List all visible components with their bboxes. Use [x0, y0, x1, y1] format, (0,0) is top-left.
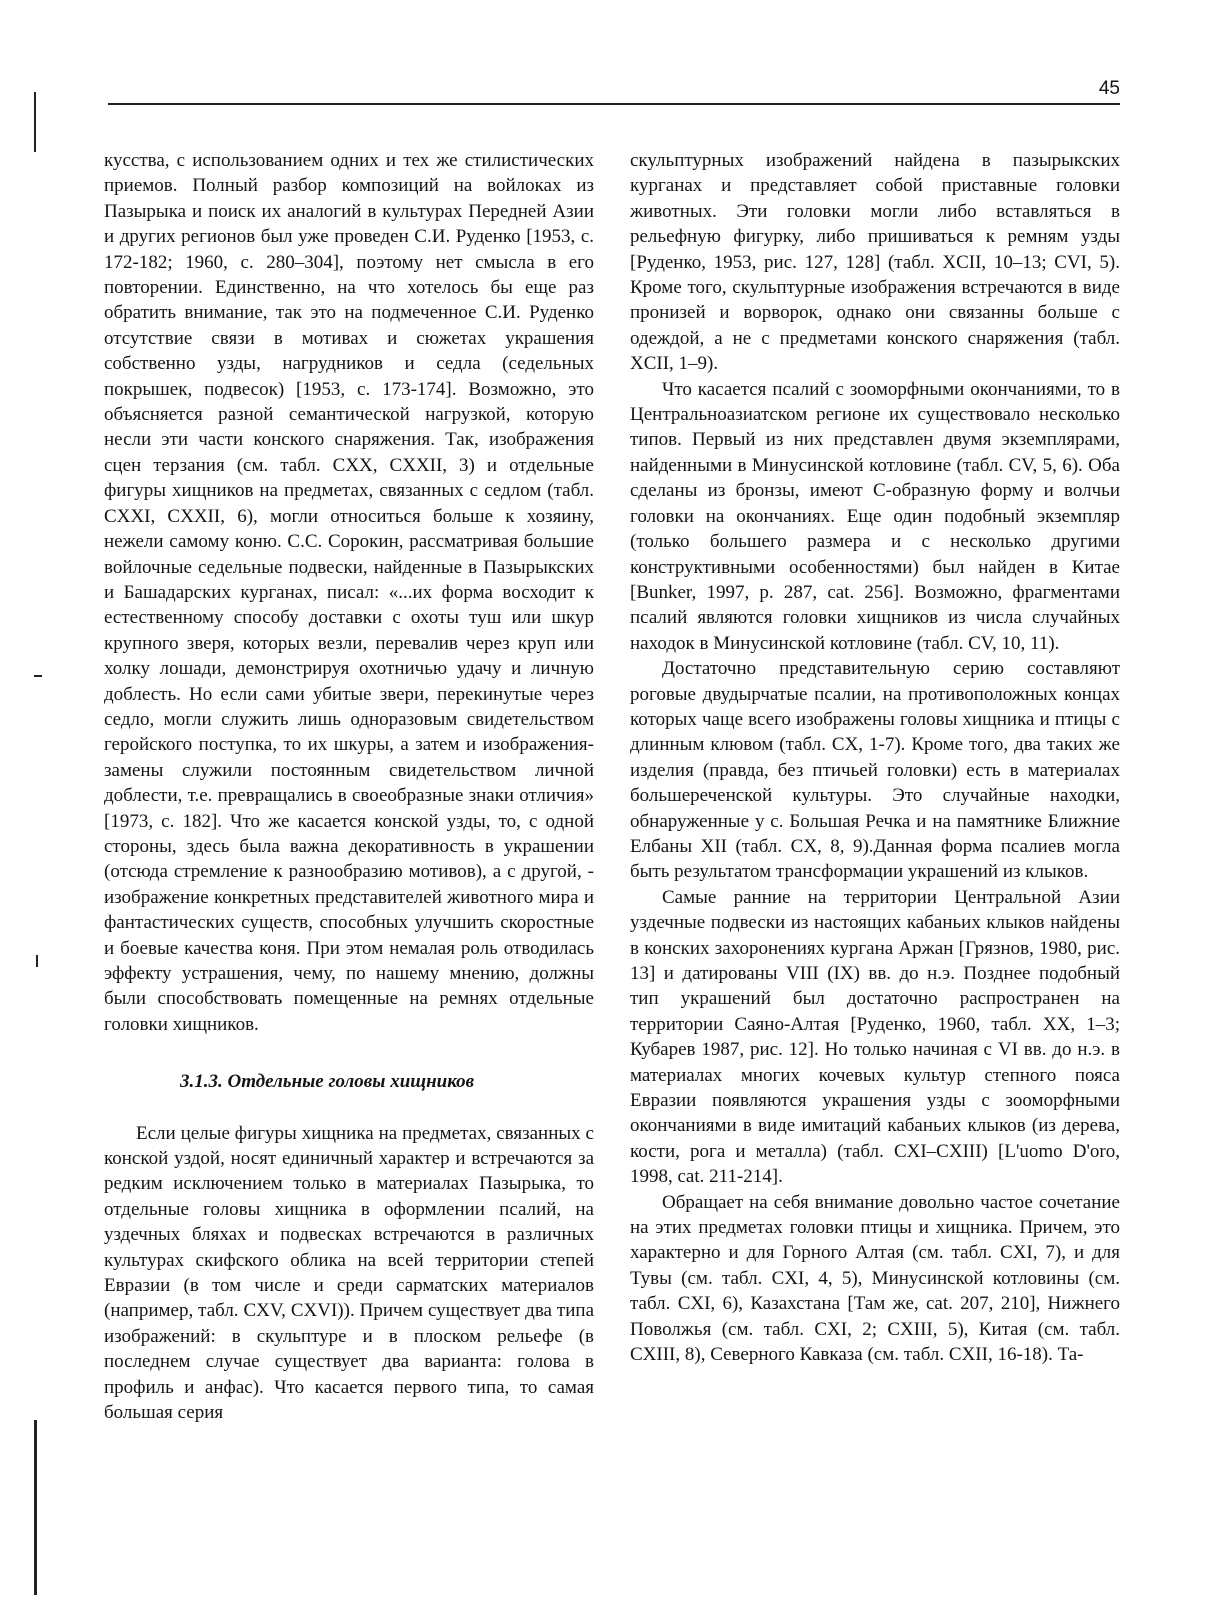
paragraph: Достаточно представительную серию составляют роговые двудырчатые псалии, на противоположных концах которых чаще всего изображены головы хищника и птицы с длинным клювом (табл. CX, 1-7). Кроме того, два таких же изделия (правда, без птичьей головки) есть в материалах большереченской культуры. Это случайные находки, обнаруженные у с. Большая Речка и на памятнике Ближние Елбаны XII (табл. CX, 8, 9).Данная форма псалиев могла быть результатом трансформации украшений из клыков.: [630, 658, 1120, 883]
section-heading: 3.1.3. Отдельные головы хищников: [180, 1071, 475, 1093]
right-column: [630, 148, 1120, 1368]
scan-margin-mark: [34, 1420, 37, 1595]
paragraph: скульптурных изображений найдена в пазырыкских курганах и представляет собой приставные головки животных. Эти головки могли либо вставляться в рельефную фигурку, либо пришиваться к ремням узды [Руденко, 1953, рис. 127, 128] (табл. XCII, 10–13; CVI, 5). Кроме того, скульптурные изображения встречаются в виде пронизей и ворворок, однако они связанны больше с одеждой, а не с предметами конского снаряжения (табл. XCII, 1–9).: [630, 150, 1120, 375]
left-column: [104, 148, 594, 1426]
paragraph: Что касается псалий с зооморфными окончаниями, то в Центральноазиатском регионе их существовало несколько типов. Первый из них представлен двумя экземплярами, найденными в Минусинской котловине (табл. CV, 5, 6). Оба сделаны из бронзы, имеют С-образную форму и волчьи головки на окончаниях. Еще один подобный экземпляр (только большего размера и с несколько другими конструктивными особенностями) был найден в Китае [Bunker, 1997, p. 287, cat. 256]. Возможно, фрагментами псалий являются головки хищников из числа случайных находок в Минусинской котловине (табл. CV, 10, 11).: [630, 378, 1120, 654]
paragraph: Если целые фигуры хищника на предметах, связанных с конской уздой, носят единичный характер и встречаются за редким исключением только в материалах Пазырыка, то отдельные головы хищника в оформлении псалий, на уздечных бляхах и подвесках встречаются в различных культурах скифского облика на всей территории степей Евразии (в том числе и среди сарматских материалов (например, табл. CXV, CXVI)). Причем существует два типа изображений: в скульптуре и в плоском рельефе (в последнем случае существует два варианта: голова в профиль и анфас). Что касается первого типа, то самая большая серия: [104, 1122, 594, 1424]
paragraph: Обращает на себя внимание довольно частое сочетание на этих предметах головки птицы и хищника. Причем, это характерно и для Горного Алтая (см. табл. CXI, 7), и для Тувы (см. табл. CXI, 4, 5), Минусинской котловины (см. табл. CXI, 6), Казахстана [Там же, cat. 207, 210], Нижнего Поволжья (см. табл. CXI, 2; CXIII, 5), Китая (см. табл. CXIII, 8), Северного Кавказа (см. табл. CXII, 16-18). Та-: [630, 1191, 1120, 1366]
paragraph: Самые ранние на территории Центральной Азии уздечные подвески из настоящих кабаньих клыков найдены в конских захоронениях кургана Аржан [Грязнов, 1980, рис. 13] и датированы VIII (IX) вв. до н.э. Позднее подобный тип украшений был достаточно распространен на территории Саяно-Алтая [Руденко, 1960, табл. XX, 1–3; Кубарев 1987, рис. 12]. Но только начиная с VI вв. до н.э. в материалах многих кочевых культур степного пояса Евразии появляются украшения узды с зооморфными окончаниями в виде имитаций кабаньих клыков (из дерева, кости, рога и металла) (табл. CXI–CXIII) [L'uomo D'oro, 1998, cat. 211-214].: [630, 886, 1120, 1188]
scan-margin-mark: [34, 675, 42, 677]
paragraph: кусства, с использованием одних и тех же стилистических приемов. Полный разбор композиций на войлоках из Пазырыка и поиск их аналогий в культурах Передней Азии и других регионов был уже проведен С.И. Руденко [1953, с. 172-182; 1960, с. 280–304], поэтому нет смысла в его повторении. Единственно, на что хотелось бы еще раз обратить внимание, так это на подмеченное С.И. Руденко отсутствие связи в мотивах и сюжетах украшения собственно узды, нагрудников и седла (седельных покрышек, подвесок) [1953, с. 173-174]. Возможно, это объясняется разной семантической нагрузкой, которую несли эти части конского снаряжения. Так, изображения сцен терзания (см. табл. CXX, CXXII, 3) и отдельные фигуры хищников на предметах, связанных с седлом (табл. CXXI, CXXII, 6), могли относиться больше к хозяину, нежели самому коню. С.С. Сорокин, рассматривая большие войлочные седельные подвески, найденные в Пазырыкских и Башадарских курганах, писал: «...их форма восходит к естественному способу доставки с охоты туш или шкур крупного зверя, которых везли, перевалив через круп или холку лошади, демонстрируя охотничью удачу и личную доблесть. Но если сами убитые звери, перекинутые через седло, могли служить лишь одноразовым свидетельством геройского поступка, то их шкуры, а затем и изображения-замены служили постоянным свидетельством личной доблести, т.е. превращались в своеобразные знаки отличия» [1973, с. 182]. Что же касается конской узды, то, с одной стороны, здесь была важна декоративность в украшении (отсюда стремление к разнообразию мотивов), а с другой, - изображение конкретных представителей животного мира и фантастических существ, способных улучшить скоростные и боевые качества коня. При этом немалая роль отводилась эффекту устрашения, чему, по нашему мнению, должны были способствовать помещенные на ремнях отдельные головки хищников.: [104, 150, 594, 1035]
scan-margin-mark: [34, 92, 36, 152]
page-number: 45: [1098, 78, 1120, 99]
scan-margin-mark: [36, 955, 38, 967]
header-rule: [108, 103, 1120, 105]
